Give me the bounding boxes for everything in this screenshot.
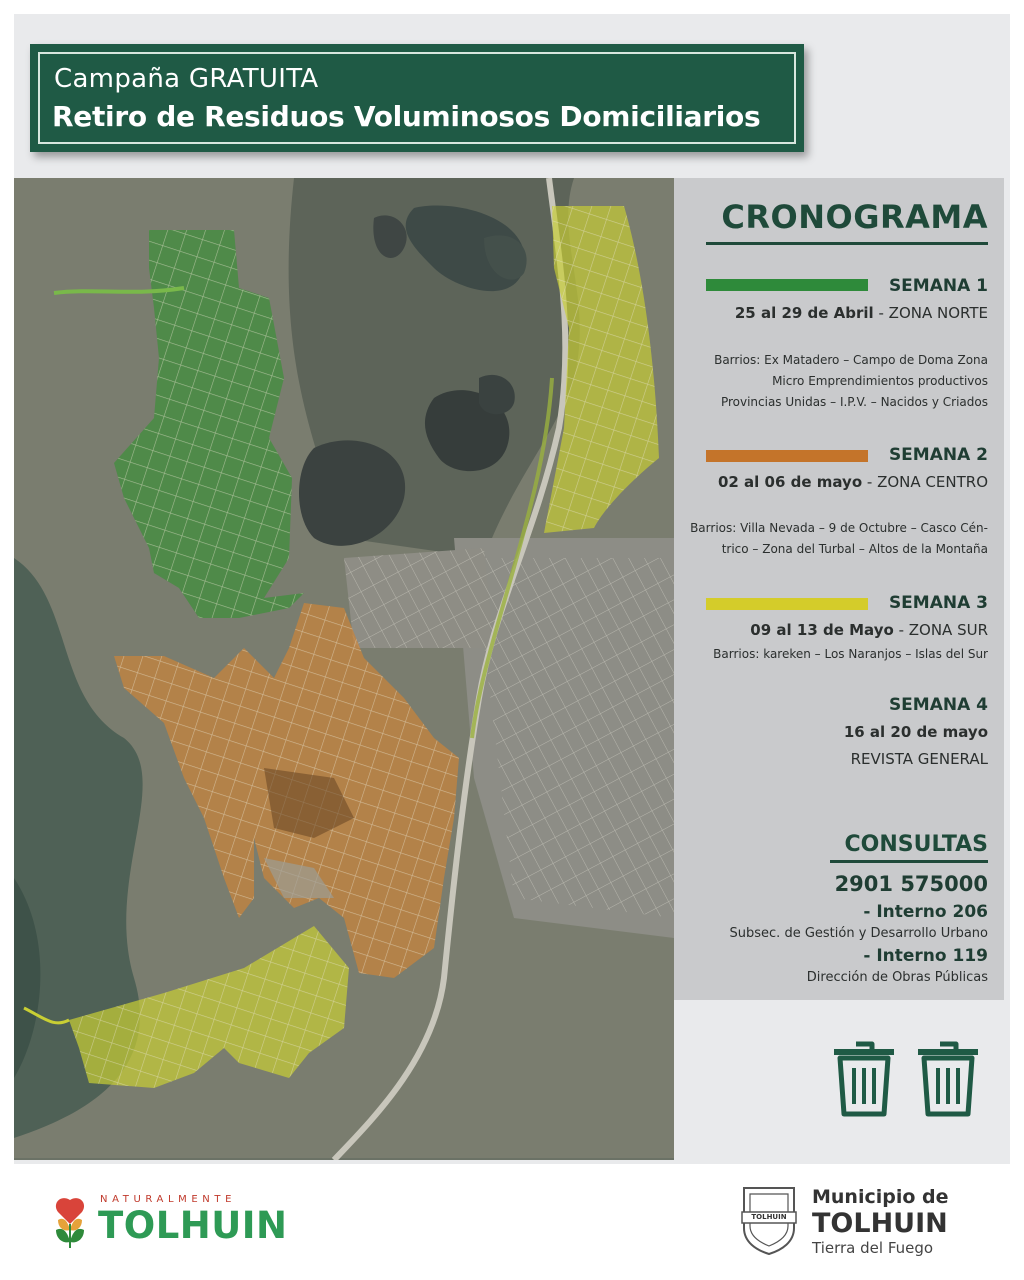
week1-label: SEMANA 1 — [888, 276, 988, 296]
muni-line1: Municipio de — [812, 1186, 949, 1208]
week1-barrios-1: Barrios: Ex Matadero – Campo de Doma Zona — [714, 353, 988, 367]
week1-dates-row — [735, 304, 988, 322]
title-campaign: Campaña GRATUITA — [54, 64, 319, 94]
contact-interno-119: - Interno 119 — [863, 946, 988, 966]
naturalmente-tolhuin-logo — [50, 1190, 330, 1260]
trash-bin-icon — [918, 1044, 978, 1114]
municipal-seal-icon — [742, 1188, 796, 1254]
contact-phone: 2901 575000 — [834, 872, 988, 896]
week1-color-bar — [706, 279, 868, 291]
contact-interno-206: - Interno 206 — [863, 902, 988, 922]
brand-small: NATURALMENTE — [100, 1194, 236, 1205]
week2-dates-row — [718, 473, 988, 491]
week2-color-bar — [706, 450, 868, 462]
week3-color-bar — [706, 598, 868, 610]
satellite-map — [14, 178, 674, 1160]
schedule-panel — [674, 178, 1004, 1000]
week2-label: SEMANA 2 — [888, 445, 988, 465]
trash-bins — [820, 1036, 1000, 1120]
week4-dates: 16 al 20 de mayo — [843, 723, 988, 741]
municipio-logo — [736, 1182, 996, 1262]
week1-barrios-3: Provincias Unidas – I.P.V. – Nacidos y Criados — [720, 395, 988, 409]
week4-zone: REVISTA GENERAL — [850, 750, 988, 768]
week3-zone: - ZONA SUR — [898, 621, 988, 639]
title-banner — [30, 44, 804, 152]
week2-barrios-2: trico – Zona del Turbal – Altos de la Montaña — [721, 542, 988, 556]
week4-label: SEMANA 4 — [888, 695, 988, 715]
week3-barrios-1: Barrios: kareken – Los Naranjos – Islas del Sur — [713, 647, 988, 661]
leaf-heart-icon — [56, 1198, 84, 1248]
week2-barrios-1: Barrios: Villa Nevada – 9 de Octubre – Casco Cén- — [690, 521, 988, 535]
seal-text: TOLHUIN — [751, 1213, 787, 1221]
muni-line2: TOLHUIN — [812, 1208, 948, 1239]
week1-zone: - ZONA NORTE — [878, 304, 988, 322]
week1-dates: 25 al 29 de Abril — [734, 304, 874, 322]
contact-interno-119-desc: Dirección de Obras Públicas — [806, 970, 988, 985]
contact-interno-206-desc: Subsec. de Gestión y Desarrollo Urbano — [729, 926, 988, 941]
contact-title: CONSULTAS — [844, 832, 988, 857]
week3-dates: 09 al 13 de Mayo — [750, 621, 894, 639]
week3-dates-row — [750, 621, 988, 639]
title-main: Retiro de Residuos Voluminosos Domiciliarios — [52, 100, 761, 133]
contact-underline — [830, 860, 988, 863]
trash-bin-icon — [834, 1044, 894, 1114]
week3-label: SEMANA 3 — [888, 593, 988, 613]
muni-line3: Tierra del Fuego — [812, 1239, 934, 1257]
schedule-title: CRONOGRAMA — [721, 198, 988, 236]
week2-dates: 02 al 06 de mayo — [717, 473, 863, 491]
week1-barrios-2: Micro Emprendimientos productivos — [772, 374, 988, 388]
week2-zone: - ZONA CENTRO — [866, 473, 988, 491]
brand-big: TOLHUIN — [98, 1204, 288, 1247]
title-border — [38, 52, 796, 144]
title-underline — [706, 242, 988, 245]
